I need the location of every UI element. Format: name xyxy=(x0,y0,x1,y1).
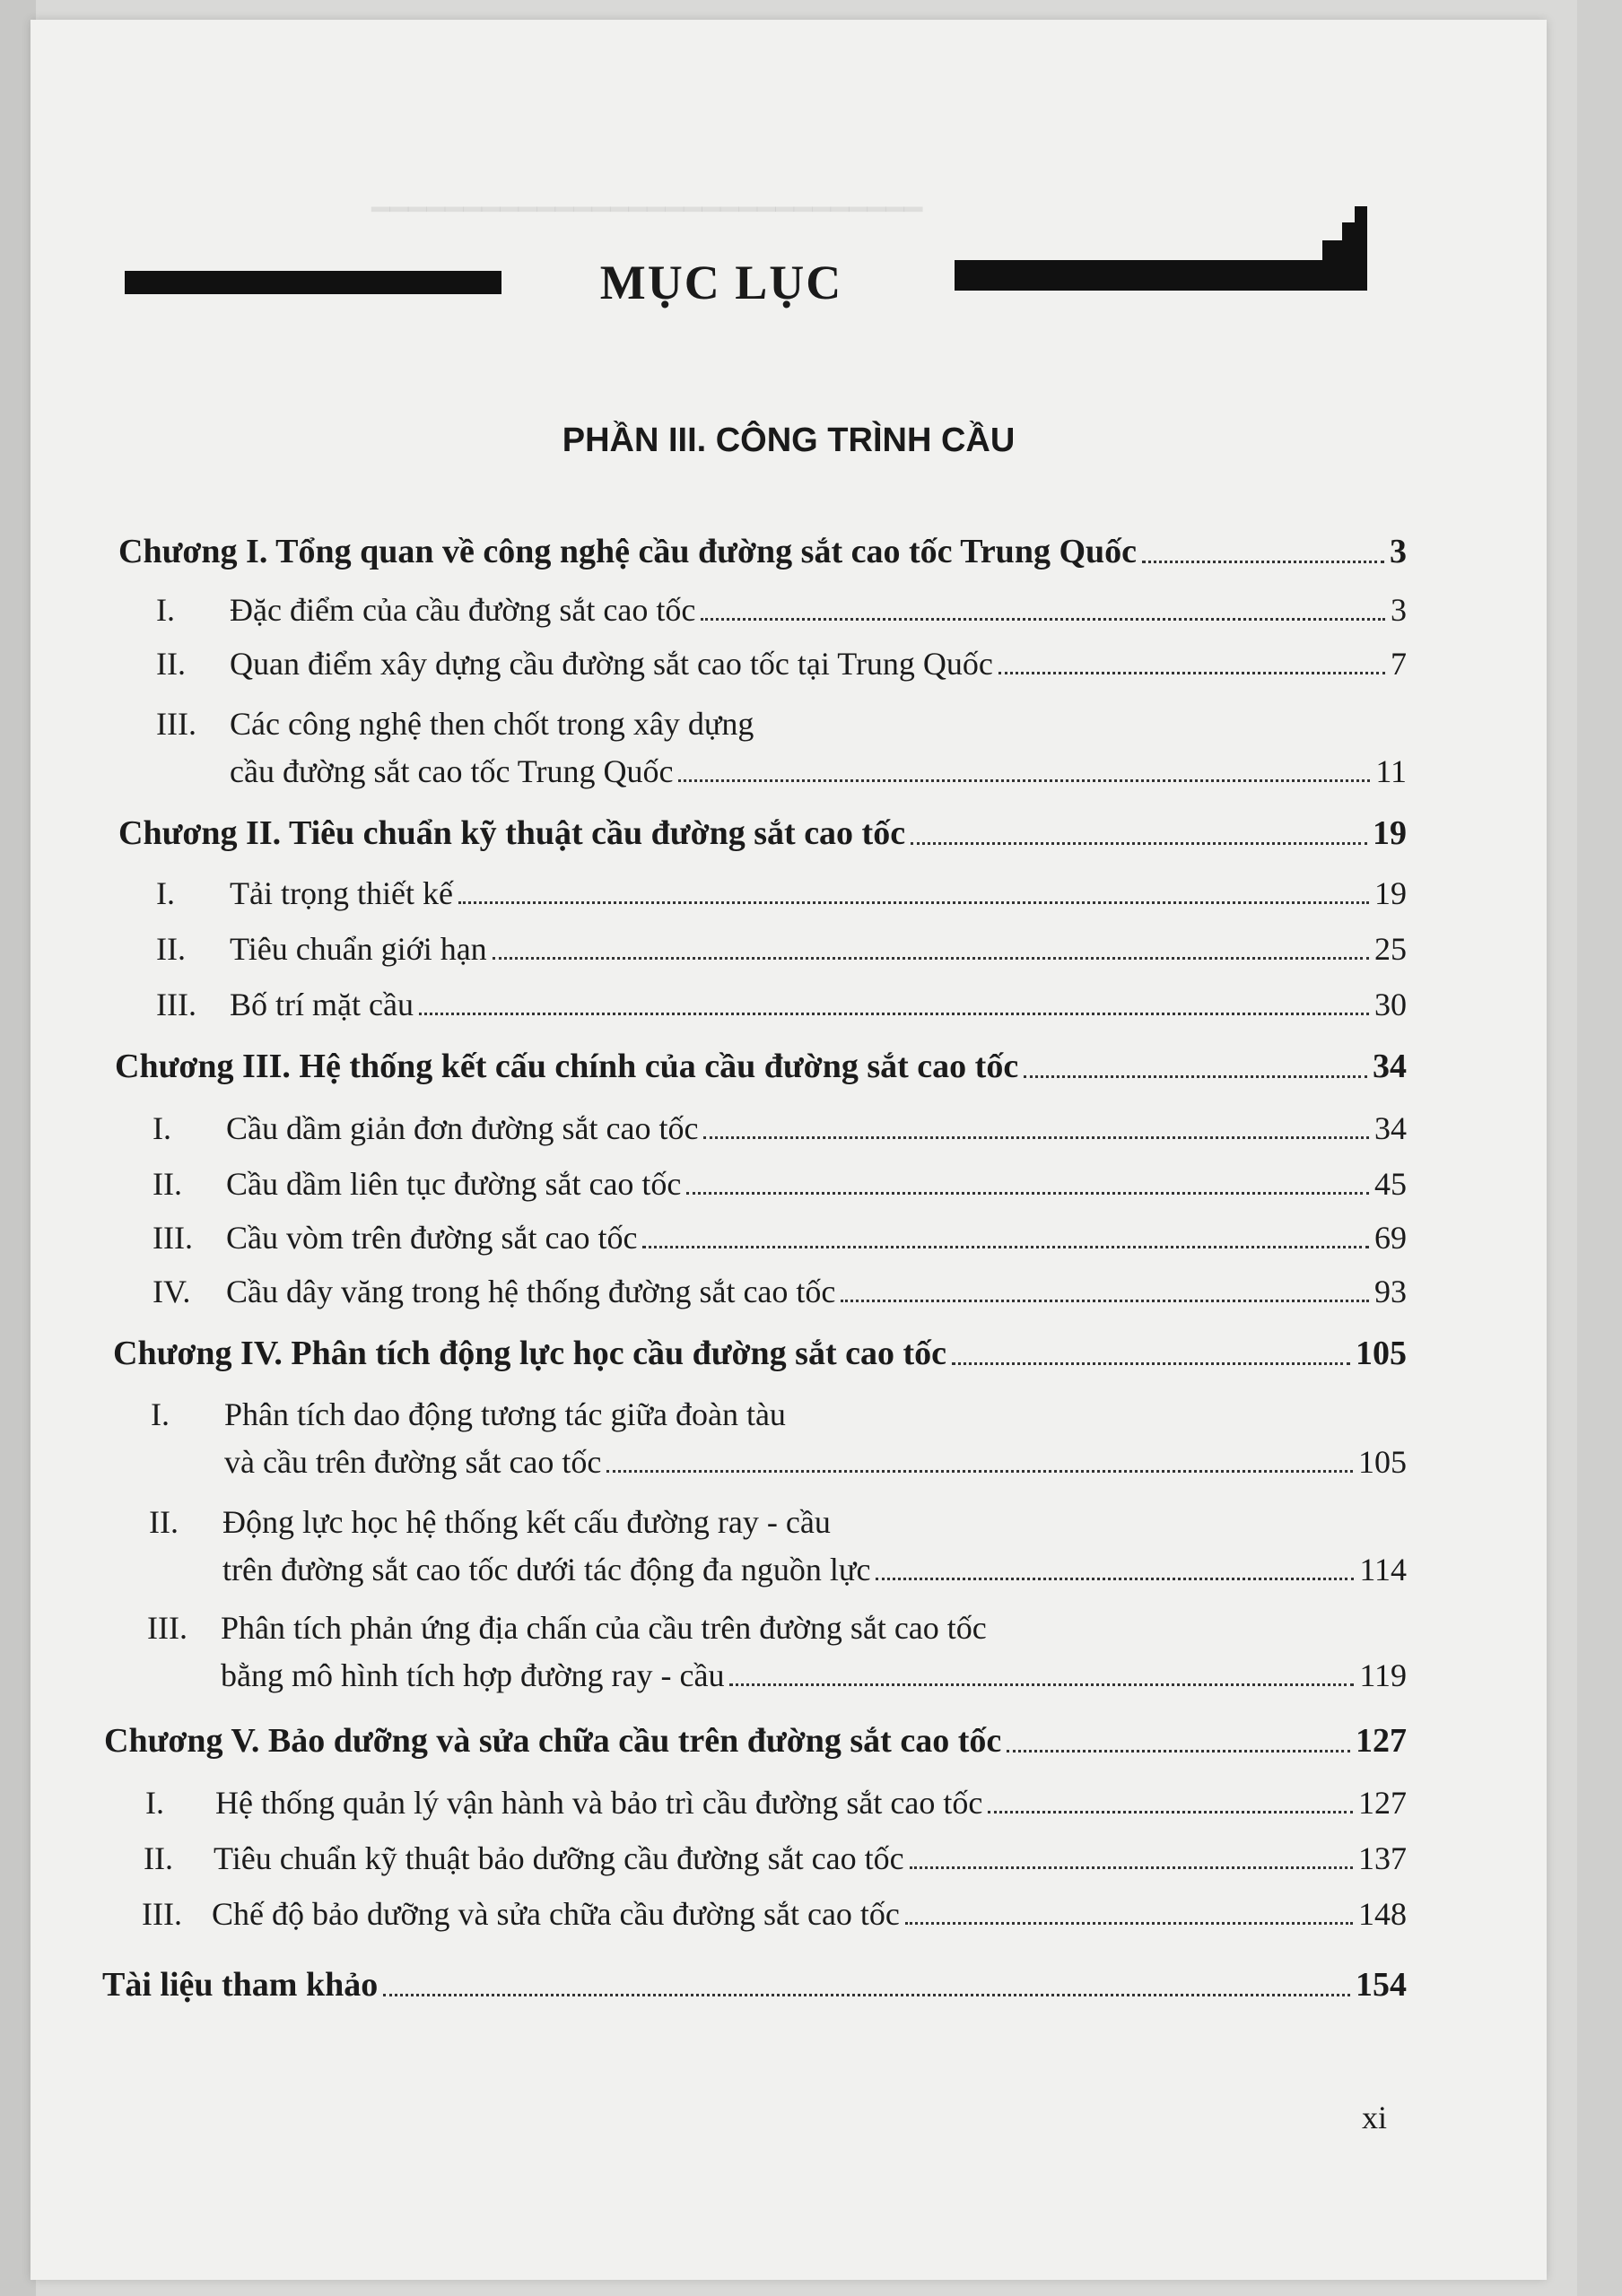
leader-dots xyxy=(701,618,1385,621)
leader-dots xyxy=(841,1300,1369,1302)
page-ref: 154 xyxy=(1356,1966,1407,2004)
leader-dots xyxy=(419,1013,1369,1015)
toc-item[interactable] xyxy=(153,1275,1407,1308)
page-ref: 45 xyxy=(1374,1166,1407,1202)
page-ref: 114 xyxy=(1359,1552,1407,1587)
page-ref: 69 xyxy=(1374,1220,1407,1256)
toc-item[interactable] xyxy=(224,1446,1407,1478)
item-numeral: I. xyxy=(156,592,175,628)
leader-dots xyxy=(703,1136,1369,1139)
book-page xyxy=(31,20,1547,2280)
page-ref: 137 xyxy=(1358,1840,1407,1876)
page-ref: 93 xyxy=(1374,1274,1407,1309)
header-step-block xyxy=(1322,240,1367,260)
header-bar-left xyxy=(125,271,501,294)
toc-item-line1 xyxy=(151,1396,786,1433)
item-numeral: III. xyxy=(142,1896,182,1932)
toc-references[interactable] xyxy=(102,1968,1407,2002)
page-ref: 119 xyxy=(1359,1657,1407,1693)
leader-dots xyxy=(729,1683,1354,1686)
toc-item[interactable] xyxy=(153,1222,1407,1254)
leader-dots xyxy=(678,779,1370,782)
item-numeral: II. xyxy=(153,1166,182,1202)
part-heading: PHẦN III. CÔNG TRÌNH CẦU xyxy=(562,422,1016,459)
toc-chapter[interactable] xyxy=(113,1336,1407,1370)
item-title-line1: Các công nghệ then chốt trong xây dựng xyxy=(230,706,754,742)
header-bar-right xyxy=(955,260,1367,291)
leader-dots xyxy=(911,842,1367,845)
toc-chapter[interactable] xyxy=(115,1049,1407,1083)
item-numeral: III. xyxy=(156,706,196,742)
header-step-block xyxy=(1342,222,1367,240)
toc-item-line1 xyxy=(149,1503,831,1541)
item-title: Hệ thống quản lý vận hành và bảo trì cầu đường sắt cao tốc xyxy=(215,1785,983,1821)
toc-item[interactable] xyxy=(156,988,1407,1021)
leader-dots xyxy=(686,1192,1369,1195)
page-ref: 19 xyxy=(1374,875,1407,911)
toc-item[interactable] xyxy=(144,1842,1407,1874)
chapter-title: Chương I. Tổng quan về công nghệ cầu đường sắt cao tốc Trung Quốc xyxy=(118,533,1138,570)
item-title: Tiêu chuẩn giới hạn xyxy=(230,931,487,967)
item-numeral: II. xyxy=(156,646,186,682)
leader-dots xyxy=(876,1578,1354,1580)
chapter-title: Chương III. Hệ thống kết cấu chính của cầu đường sắt cao tốc xyxy=(115,1048,1019,1085)
header-step-block xyxy=(1355,206,1367,222)
toc-item[interactable] xyxy=(145,1787,1407,1819)
leader-dots xyxy=(493,957,1369,960)
item-title: Cầu dầm giản đơn đường sắt cao tốc xyxy=(226,1110,699,1146)
item-title: trên đường sắt cao tốc dưới tác động đa nguồn lực xyxy=(222,1552,871,1587)
item-title: Tải trọng thiết kế xyxy=(230,875,453,911)
page-ref: 34 xyxy=(1374,1110,1407,1146)
chapter-title: Chương II. Tiêu chuẩn kỹ thuật cầu đường sắt cao tốc xyxy=(118,814,906,852)
toc-item[interactable] xyxy=(221,1659,1407,1692)
item-title: Cầu vòm trên đường sắt cao tốc xyxy=(226,1220,638,1256)
item-title: Quan điểm xây dựng cầu đường sắt cao tốc tại Trung Quốc xyxy=(230,646,993,682)
item-numeral: I. xyxy=(156,875,175,911)
page-ref: 148 xyxy=(1358,1896,1407,1932)
toc-chapter[interactable] xyxy=(118,816,1407,850)
page-ref: 30 xyxy=(1374,987,1407,1022)
item-title: Cầu dầm liên tục đường sắt cao tốc xyxy=(226,1166,682,1202)
toc-item[interactable] xyxy=(156,648,1407,680)
toc-item[interactable] xyxy=(156,594,1407,626)
toc-item[interactable] xyxy=(230,755,1407,787)
page-ref: 105 xyxy=(1356,1335,1407,1372)
toc-item-line1 xyxy=(147,1609,987,1647)
page-ref: 105 xyxy=(1358,1444,1407,1480)
leader-dots xyxy=(458,901,1369,904)
item-numeral: I. xyxy=(153,1110,171,1146)
page-ref: 19 xyxy=(1373,814,1407,852)
item-numeral: I. xyxy=(151,1396,170,1432)
leader-dots xyxy=(988,1811,1353,1813)
page-ref: 7 xyxy=(1391,646,1407,682)
toc-chapter[interactable] xyxy=(104,1724,1407,1758)
toc-item[interactable] xyxy=(142,1898,1407,1930)
item-title-line1: Động lực học hệ thống kết cấu đường ray - cầu xyxy=(222,1504,831,1540)
item-title-line1: Phân tích dao động tương tác giữa đoàn tàu xyxy=(224,1396,786,1432)
chapter-title: Chương V. Bảo dưỡng và sửa chữa cầu trên đường sắt cao tốc xyxy=(104,1722,1002,1760)
toc-item-line1 xyxy=(156,705,754,743)
bleed-through-decoration: ━━━━━━━━━━━━━━━━━━━━━━━━━━━━━━ xyxy=(371,194,923,227)
leader-dots xyxy=(383,1994,1350,1996)
item-numeral: III. xyxy=(156,987,196,1022)
page-ref: 127 xyxy=(1358,1785,1407,1821)
item-title-line1: Phân tích phản ứng địa chấn của cầu trên đường sắt cao tốc xyxy=(221,1610,987,1646)
references-title: Tài liệu tham khảo xyxy=(102,1966,379,2004)
leader-dots xyxy=(952,1362,1350,1365)
item-numeral: IV. xyxy=(153,1274,191,1309)
page-title: MỤC LỤC xyxy=(599,256,843,309)
item-numeral: II. xyxy=(149,1504,179,1540)
toc-chapter[interactable] xyxy=(118,535,1407,569)
chapter-title: Chương IV. Phân tích động lực học cầu đường sắt cao tốc xyxy=(113,1335,947,1372)
background-right xyxy=(1577,0,1622,2296)
item-title: Cầu dây văng trong hệ thống đường sắt cao tốc xyxy=(226,1274,836,1309)
leader-dots xyxy=(905,1922,1353,1925)
leader-dots xyxy=(1007,1750,1350,1752)
toc-item[interactable] xyxy=(153,1168,1407,1200)
item-numeral: I. xyxy=(145,1785,164,1821)
toc-item[interactable] xyxy=(222,1553,1407,1586)
item-numeral: III. xyxy=(153,1220,193,1256)
page-ref: 25 xyxy=(1374,931,1407,967)
leader-dots xyxy=(998,672,1385,674)
toc-item[interactable] xyxy=(156,933,1407,965)
item-title: Đặc điểm của cầu đường sắt cao tốc xyxy=(230,592,696,628)
page-ref: 127 xyxy=(1356,1722,1407,1760)
item-numeral: II. xyxy=(156,931,186,967)
leader-dots xyxy=(910,1866,1353,1869)
item-title: bằng mô hình tích hợp đường ray - cầu xyxy=(221,1657,725,1693)
leader-dots xyxy=(1142,561,1384,563)
page-ref: 11 xyxy=(1375,753,1407,789)
item-title: cầu đường sắt cao tốc Trung Quốc xyxy=(230,753,674,789)
toc-item[interactable] xyxy=(156,877,1407,909)
page-ref: 3 xyxy=(1391,592,1407,628)
page-number: xi xyxy=(1362,2100,1388,2135)
leader-dots xyxy=(642,1246,1369,1248)
page-ref: 34 xyxy=(1373,1048,1407,1085)
item-title: Chế độ bảo dưỡng và sửa chữa cầu đường sắt cao tốc xyxy=(212,1896,900,1932)
item-title: Bố trí mặt cầu xyxy=(230,987,414,1022)
page-ref: 3 xyxy=(1390,533,1407,570)
item-numeral: III. xyxy=(147,1610,187,1646)
leader-dots xyxy=(1024,1075,1367,1078)
item-title: và cầu trên đường sắt cao tốc xyxy=(224,1444,602,1480)
toc-item[interactable] xyxy=(153,1112,1407,1144)
item-title: Tiêu chuẩn kỹ thuật bảo dưỡng cầu đường sắt cao tốc xyxy=(214,1840,904,1876)
item-numeral: II. xyxy=(144,1840,173,1876)
leader-dots xyxy=(606,1470,1353,1473)
